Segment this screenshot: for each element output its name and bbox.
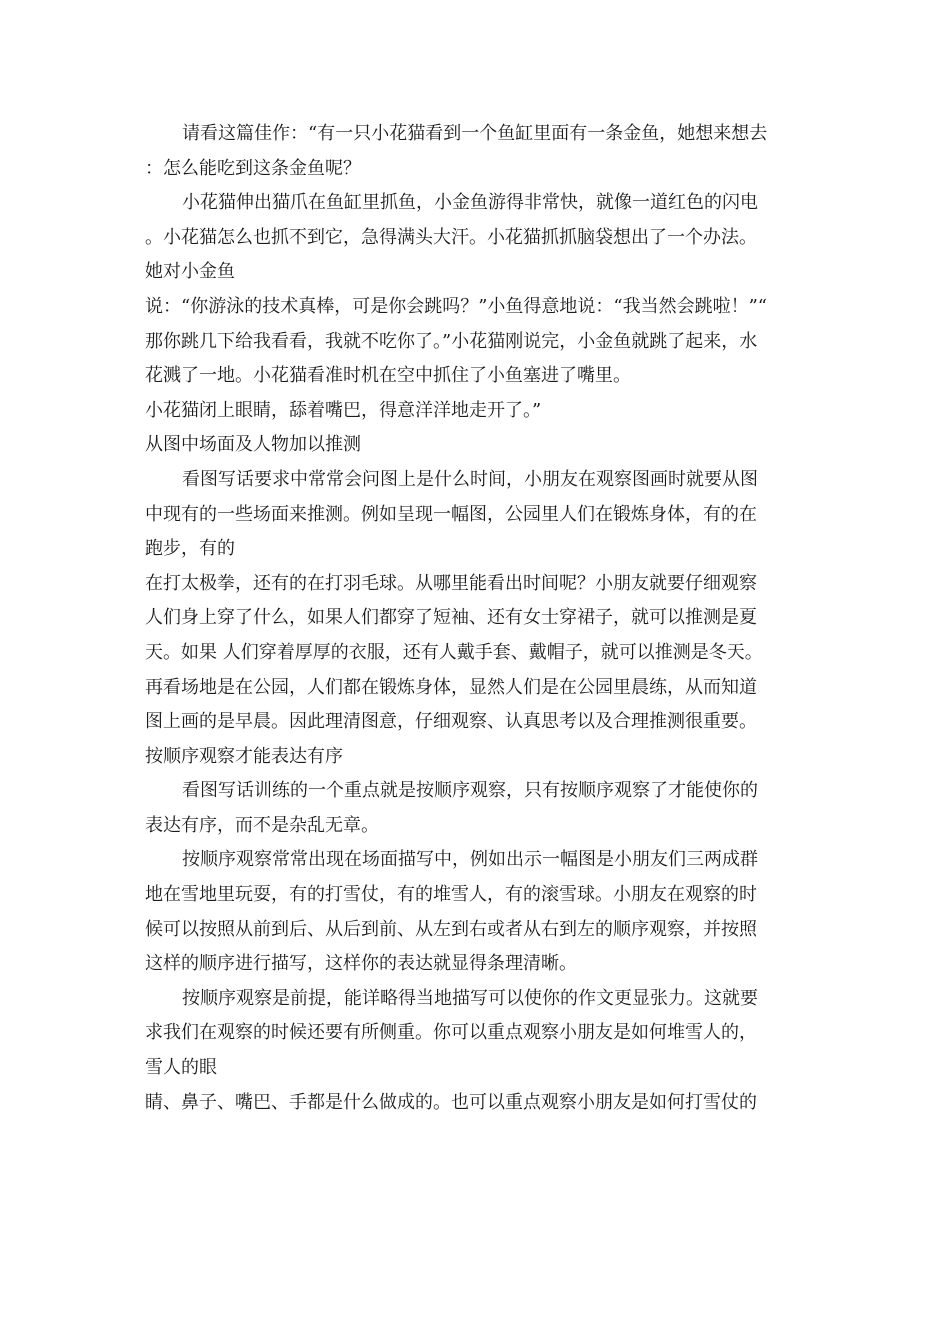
text-line: 求我们在观察的时候还要有所侧重。你可以重点观察小朋友是如何堆雪人的，: [145, 1022, 757, 1044]
text-line: 小花猫伸出猫爪在鱼缸里抓鱼，小金鱼游得非常快，就像一道红色的闪电: [182, 192, 758, 214]
text-line: 说：“你游泳的技术真棒，可是你会跳吗？”小鱼得意地说：“我当然会跳啦！”“: [145, 295, 768, 317]
text-line: 她对小金鱼: [145, 261, 235, 283]
text-line: 人们身上穿了什么，如果人们都穿了短袖、还有女士穿裙子，就可以推测是夏: [145, 607, 757, 629]
text-line: 再看场地是在公园，人们都在锻炼身体，显然人们是在公园里晨练，从而知道: [145, 676, 757, 698]
document-body: [145, 117, 805, 1120]
text-line: 请看这篇佳作：“有一只小花猫看到一个鱼缸里面有一条金鱼，她想来想去: [182, 123, 768, 144]
text-line: 花溅了一地。小花猫看准时机在空中抓住了小鱼塞进了嘴里。: [145, 365, 631, 387]
text-line: ：怎么能吃到这条金鱼呢？: [145, 157, 361, 179]
text-line: 睛、鼻子、嘴巴、手都是什么做成的。也可以重点观察小朋友是如何打雪仗的: [145, 1091, 757, 1113]
text-line: 地在雪地里玩耍，有的打雪仗，有的堆雪人，有的滚雪球。小朋友在观察的时: [145, 884, 757, 906]
text-line: 看图写话要求中常常会问图上是什么时间，小朋友在观察图画时就要从图: [182, 468, 758, 490]
text-line: 按顺序观察常常出现在场面描写中，例如出示一幅图是小朋友们三两成群: [182, 849, 758, 871]
text-line: 小花猫闭上眼睛，舔着嘴巴，得意洋洋地走开了。”: [145, 399, 542, 421]
text-line: 在打太极拳，还有的在打羽毛球。从哪里能看出时间呢？小朋友就要仔细观察: [145, 572, 757, 594]
text-line: 那你跳几下给我看看，我就不吃你了。”小花猫刚说完，小金鱼就跳了起来，水: [145, 330, 758, 352]
text-line: 这样的顺序进行描写，这样你的表达就显得条理清晰。: [145, 953, 577, 975]
text-line: 从图中场面及人物加以推测: [145, 434, 361, 456]
text-line: 中现有的一些场面来推测。例如呈现一幅图，公园里人们在锻炼身体，有的在: [145, 503, 757, 525]
text-line: 天。如果 人们穿着厚厚的衣服，还有人戴手套、戴帽子，就可以推测是冬天。: [145, 641, 763, 663]
text-line: 图上画的是早晨。因此理清图意，仔细观察、认真思考以及合理推测很重要。: [145, 711, 757, 733]
text-line: 按顺序观察是前提，能详略得当地描写可以使你的作文更显张力。这就要: [182, 987, 758, 1009]
text-line: 跑步，有的: [145, 538, 235, 560]
text-line: 候可以按照从前到后、从后到前、从左到右或者从右到左的顺序观察，并按照: [145, 918, 757, 940]
text-line: 表达有序，而不是杂乱无章。: [145, 814, 379, 836]
text-line: 按顺序观察才能表达有序: [145, 745, 343, 767]
text-line: 。小花猫怎么也抓不到它，急得满头大汗。小花猫抓抓脑袋想出了一个办法。: [145, 226, 757, 248]
text-line: 雪人的眼: [145, 1057, 217, 1079]
text-line: 看图写话训练的一个重点就是按顺序观察，只有按顺序观察了才能使你的: [182, 780, 758, 802]
